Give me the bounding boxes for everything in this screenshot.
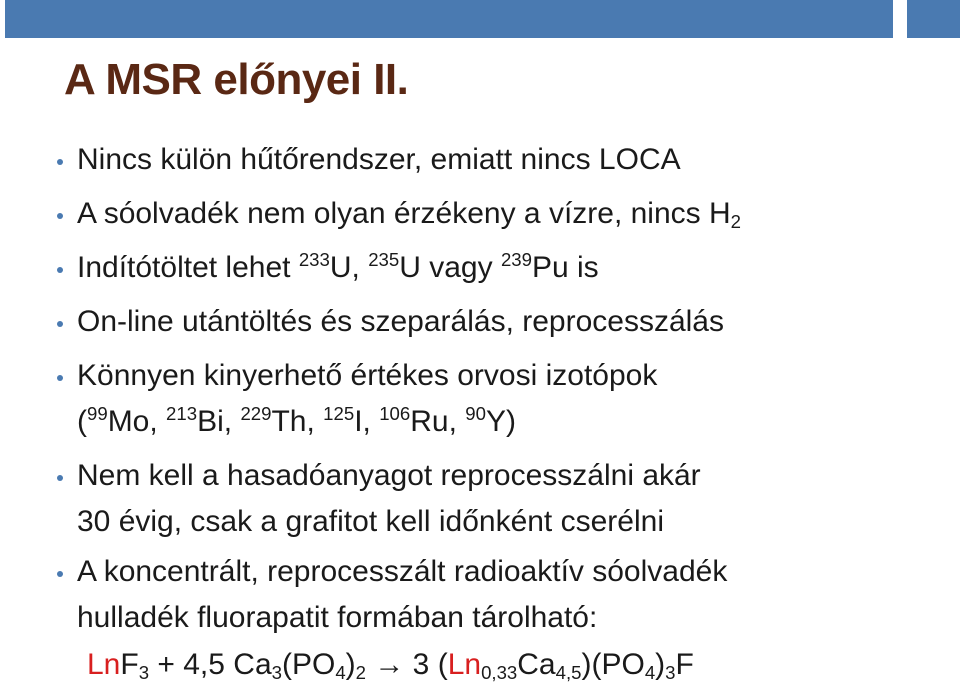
bullet-dot-3 [57, 267, 63, 273]
slide-title: A MSR előnyei II. [64, 55, 409, 104]
bullet-2: A sóolvadék nem olyan érzékeny a vízre, nincs $H_2$ [77, 197, 742, 233]
bullet-dot-2 [57, 213, 63, 219]
bullet-6-line-1: Nem kell a hasadóanyagot reprocesszálni akár [77, 459, 701, 492]
bullet-7-line-2: hulladék fluorapatit formában tárolható: [77, 601, 598, 634]
bullet-5-line-1: Könnyen kinyerhető értékes orvosi izotópok [77, 359, 658, 392]
bullet-dot-1 [57, 159, 63, 165]
bullet-dot-4 [57, 321, 63, 327]
bullet-dot-7 [57, 571, 63, 577]
bullet-3: Indítótöltet lehet $^{233}$U, $^{235}$U vagy $^{239}$Pu is [77, 249, 599, 284]
bullet-dot-5 [57, 375, 63, 381]
bullet-4: On-line utántöltés és szeparálás, reprocesszálás [77, 305, 724, 338]
reaction-arrow: → 3 ( [366, 648, 448, 681]
bullet-6-line-2: 30 évig, csak a grafitot kell időnként cserélni [77, 505, 664, 538]
bullet-dot-6 [57, 475, 63, 481]
fluorapatite-equation: LnF$_3$ + 4,5 $Ca_3(PO_4)_2 \to 3$ $(Ln_{0,33}Ca_{4,5})(PO_4)_3F$ [87, 648, 694, 684]
bullet-7-line-1: A koncentrált, reprocesszált radioaktív sóolvadék [77, 555, 728, 588]
bullet-5-line-2: ($^{99}$Mo, $^{213}$Bi, $^{229}$Th, $^{125}$I, $^{106}$Ru, $^{90}$Y) [77, 403, 516, 438]
bullet-1: Nincs külön hűtőrendszer, emiatt nincs LOCA [77, 143, 681, 176]
